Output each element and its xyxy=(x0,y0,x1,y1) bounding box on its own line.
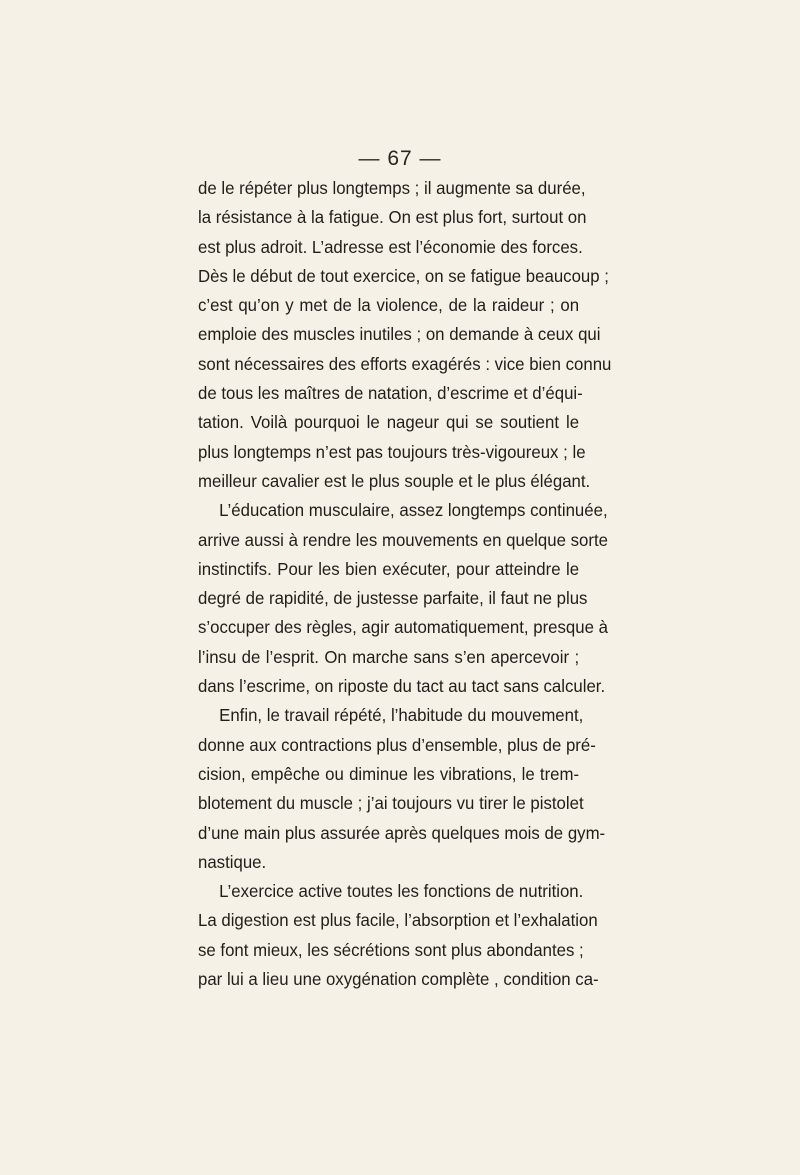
text-line: La digestion est plus facile, l’absorption et l’exhalation xyxy=(198,910,598,931)
text-line: nastique. xyxy=(198,851,267,872)
text-line: l’insu de l’esprit. On marche sans s’en apercevoir ; xyxy=(198,646,580,667)
text-line: se font mieux, les sécrétions sont plus abondantes ; xyxy=(198,939,584,960)
text-line: donne aux contractions plus d’ensemble, plus de pré- xyxy=(198,734,596,755)
text-line: blotement du muscle ; j’ai toujours vu tirer le pistolet xyxy=(198,793,584,814)
text-line: par lui a lieu une oxygénation complète , condition ca- xyxy=(198,969,599,990)
text-line: de tous les maîtres de natation, d’escrime et d’équi- xyxy=(198,383,583,404)
text-line: dans l’escrime, on riposte du tact au tact sans calculer. xyxy=(198,676,606,697)
text-line: plus longtemps n’est pas toujours très-vigoureux ; le xyxy=(198,441,586,462)
text-line: instinctifs. Pour les bien exécuter, pour atteindre le xyxy=(198,558,580,579)
text-line: de le répéter plus longtemps ; il augmente sa durée, xyxy=(198,178,586,198)
text-line: sont nécessaires des efforts exagérés : vice bien connu xyxy=(198,353,612,374)
text-line: meilleur cavalier est le plus souple et le plus élégant. xyxy=(198,470,591,491)
body-text xyxy=(198,174,612,994)
text-line: s’occuper des règles, agir automatiquement, presque à xyxy=(198,617,608,638)
text-line: est plus adroit. L’adresse est l’économie des forces. xyxy=(198,236,583,257)
paragraph-start-line: Enfin, le travail répété, l’habitude du mouvement, xyxy=(219,705,584,726)
page-number: — 67 — xyxy=(358,147,442,170)
text-line: d’une main plus assurée après quelques mois de gym- xyxy=(198,822,606,843)
text-line: Dès le début de tout exercice, on se fatigue beaucoup ; xyxy=(198,265,609,286)
paragraph-start-line: L’éducation musculaire, assez longtemps continuée, xyxy=(219,500,608,521)
paragraph-start-line: L’exercice active toutes les fonctions de nutrition. xyxy=(219,881,584,902)
text-line: emploie des muscles inutiles ; on demande à ceux qui xyxy=(198,324,601,345)
text-line: la résistance à la fatigue. On est plus fort, surtout on xyxy=(198,207,587,228)
text-line: c’est qu’on y met de la violence, de la raideur ; on xyxy=(198,295,580,316)
text-line: arrive aussi à rendre les mouvements en quelque sorte xyxy=(198,529,608,550)
text-line: tation. Voilà pourquoi le nageur qui se soutient le xyxy=(198,412,580,433)
text-line: cision, empêche ou diminue les vibrations, le trem- xyxy=(198,763,580,784)
text-line: degré de rapidité, de justesse parfaite, il faut ne plus xyxy=(198,588,588,609)
